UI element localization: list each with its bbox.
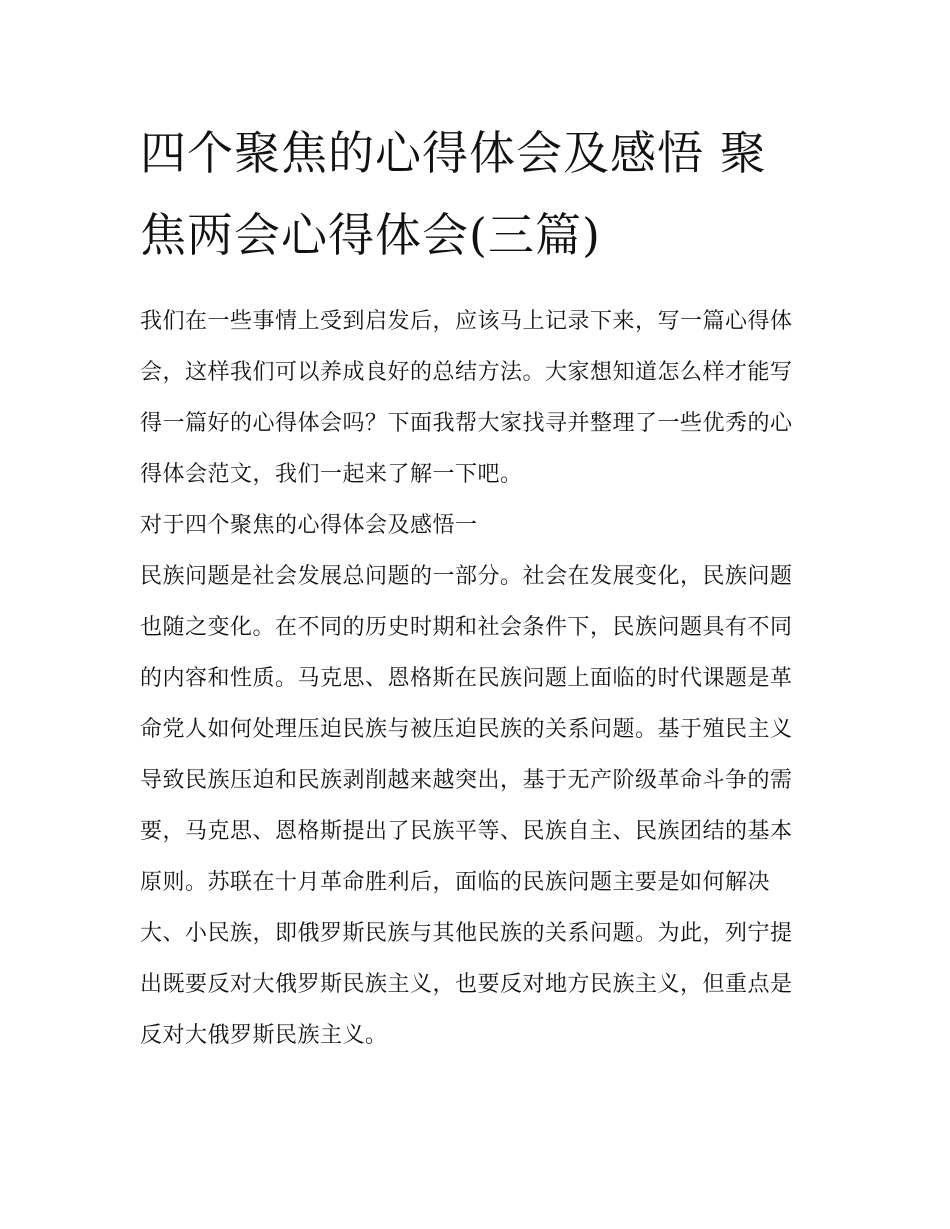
- body-paragraph: 民族问题是社会发展总问题的一部分。社会在发展变化，民族问题也随之变化。在不同的历史时期和社会条件下，民族问题具有不同的内容和性质。马克思、恩格斯在民族问题上面临的时代课题是革命党人如何处理压迫民族与被压迫民族的关系问题。基于殖民主义导致民族压迫和民族剥削越来越突出，基于无产阶级革命斗争的需要，马克思、恩格斯提出了民族平等、民族自主、民族团结的基本原则。苏联在十月革命胜利后，面临的民族问题主要是如何解决大、小民族，即俄罗斯民族与其他民族的关系问题。为此，列宁提出既要反对大俄罗斯民族主义，也要反对地方民族主义，但重点是反对大俄罗斯民族主义。: [140, 564, 793, 1048]
- section-heading: 对于四个聚焦的心得体会及感悟一: [140, 513, 478, 538]
- document-title: 四个聚焦的心得体会及感悟 聚焦两会心得体会(三篇): [140, 126, 767, 262]
- document-content: [140, 112, 812, 1061]
- intro-paragraph: 我们在一些事情上受到启发后，应该马上记录下来，写一篇心得体会，这样我们可以养成良好的总结方法。大家想知道怎么样才能写得一篇好的心得体会吗？下面我帮大家找寻并整理了一些优秀的心得体会范文，我们一起来了解一下吧。: [140, 309, 793, 487]
